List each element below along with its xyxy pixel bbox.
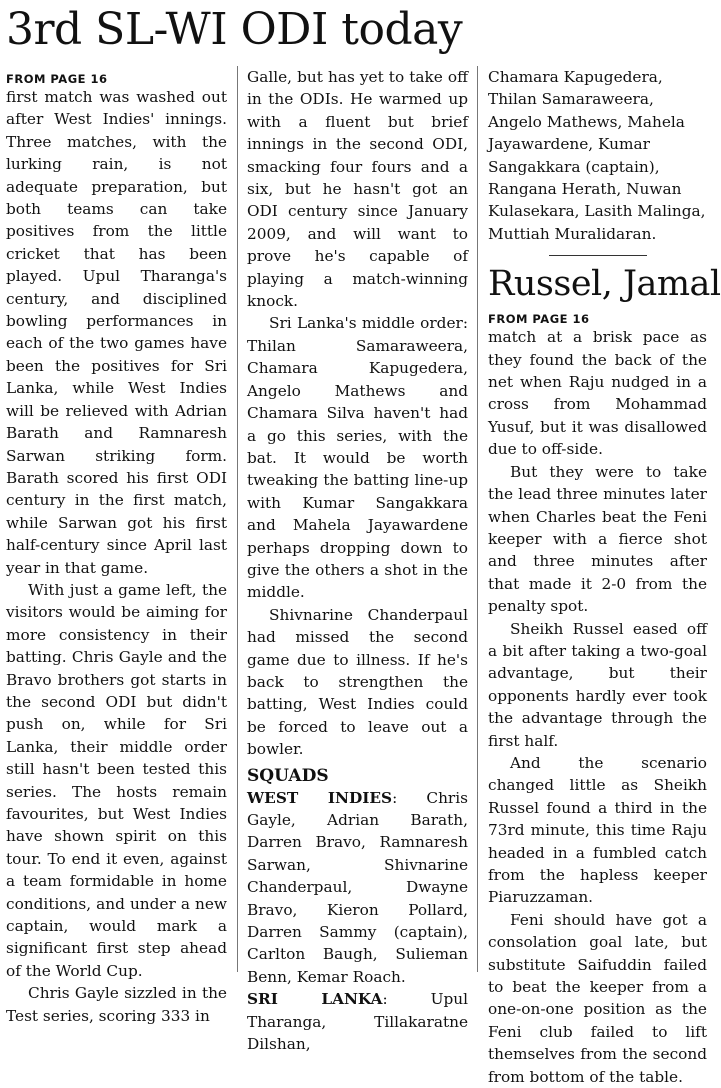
paragraph: Galle, but has yet to take off in the ODIs. He warmed up with a fluent but brief innings in the second ODI, smacking four fours and a six, but he hasn't got an ODI century since January 2009, and will want to prove he's capable of playing a match-winning knock. <box>247 68 468 311</box>
team-label: SRI LANKA <box>247 990 383 1009</box>
paragraph: Feni should have got a consolation goal late, but substitute Saifuddin failed to beat the keeper from a one-on-one position as the Feni club failed to lift themselves from the second from bottom of the table. <box>488 910 707 1086</box>
article-separator <box>549 255 647 256</box>
headline: 3rd SL-WI ODI today <box>6 4 463 55</box>
paragraph: Chris Gayle sizzled in the Test series, scoring 333 in <box>6 984 227 1025</box>
column-divider <box>237 66 238 972</box>
headline-secondary: Russel, Jamal <box>488 264 721 305</box>
article-column-2 <box>247 66 468 1054</box>
article-column-3 <box>488 66 721 1086</box>
article-column-1 <box>6 72 227 1025</box>
paragraph: And the scenario changed little as Sheikh Russel found a third in the 73rd minute, this time Raju headed in a fumbled catch from the hapless keeper Piaruzzaman. <box>488 753 707 907</box>
paragraph: match at a brisk pace as they found the back of the net when Raju nudged in a cross from Mohammad Yusuf, but it was disallowed due to off-side. <box>488 328 707 459</box>
squad-west-indies <box>247 787 468 989</box>
paragraph: With just a game left, the visitors would be aiming for more consistency in their batting. Chris Gayle and the Bravo brothers got starts in the second ODI but didn't push on, while for Sri Lanka, their middle order still hasn't been tested this series. The hosts remain favourites, but West Indies have shown spirit on this tour. To end it even, against a team formidable in home conditions, and under a new captain, would mark a significant first step ahead of the World Cup. <box>6 580 227 980</box>
player-list: : Chris Gayle, Adrian Barath, Darren Bravo, Ramnaresh Sarwan, Shivnarine Chanderpaul, Dwayne Bravo, Kieron Pollard, Darren Sammy (captain), Carlton Baugh, Sulieman Benn, Kemar Roach. <box>247 788 468 986</box>
paragraph: first match was washed out after West Indies' innings. Three matches, with the lurking rain, is not adequate preparation, but both teams can take positives from the little cricket that has been played. Upul Tharanga's century, and disciplined bowling performances in each of the two games have been the positives for Sri Lanka, while West Indies will be relieved with Adrian Barath and Ramnaresh Sarwan striking form. Barath scored his first ODI century in the first match, while Sarwan got his first half-century since April last year in that game. <box>6 88 227 577</box>
continued-from-label: FROM PAGE 16 <box>488 312 590 327</box>
squad-sri-lanka <box>247 988 468 1055</box>
paragraph: But they were to take the lead three minutes later when Charles beat the Feni keeper with a fierce shot and three minutes after that made it 2-0 from the penalty spot. <box>488 462 707 616</box>
player-list: Chamara Kapugedera, Thilan Samaraweera, Angelo Mathews, Mahela Jayawardene, Kumar Sangakkara (captain), Rangana Herath, Nuwan Kulasekara, Lasith Malinga, Muttiah Muralidaran. <box>488 68 706 243</box>
paragraph: Sheikh Russel eased off a bit after taking a two-goal advantage, but their opponents hardly ever took the advantage through the first half. <box>488 619 707 750</box>
paragraph: Sri Lanka's middle order: Thilan Samaraweera, Chamara Kapugedera, Angelo Mathews and Chamara Silva haven't had a go this series, with the bat. It would be worth tweaking the batting line-up with Kumar Sangakkara and Mahela Jayawardene perhaps dropping down to give the others a shot in the middle. <box>247 314 468 602</box>
paragraph: Shivnarine Chanderpaul had missed the second game due to illness. If he's back to strengthen the batting, West Indies could be forced to leave out a bowler. <box>247 605 468 759</box>
continued-from-label: FROM PAGE 16 <box>6 72 108 86</box>
column-divider <box>477 66 478 972</box>
player-list: : Upul Tharanga, Tillakaratne Dilshan, <box>247 990 468 1054</box>
squads-heading: SQUADS <box>247 765 329 786</box>
team-label: WEST INDIES <box>247 788 393 807</box>
